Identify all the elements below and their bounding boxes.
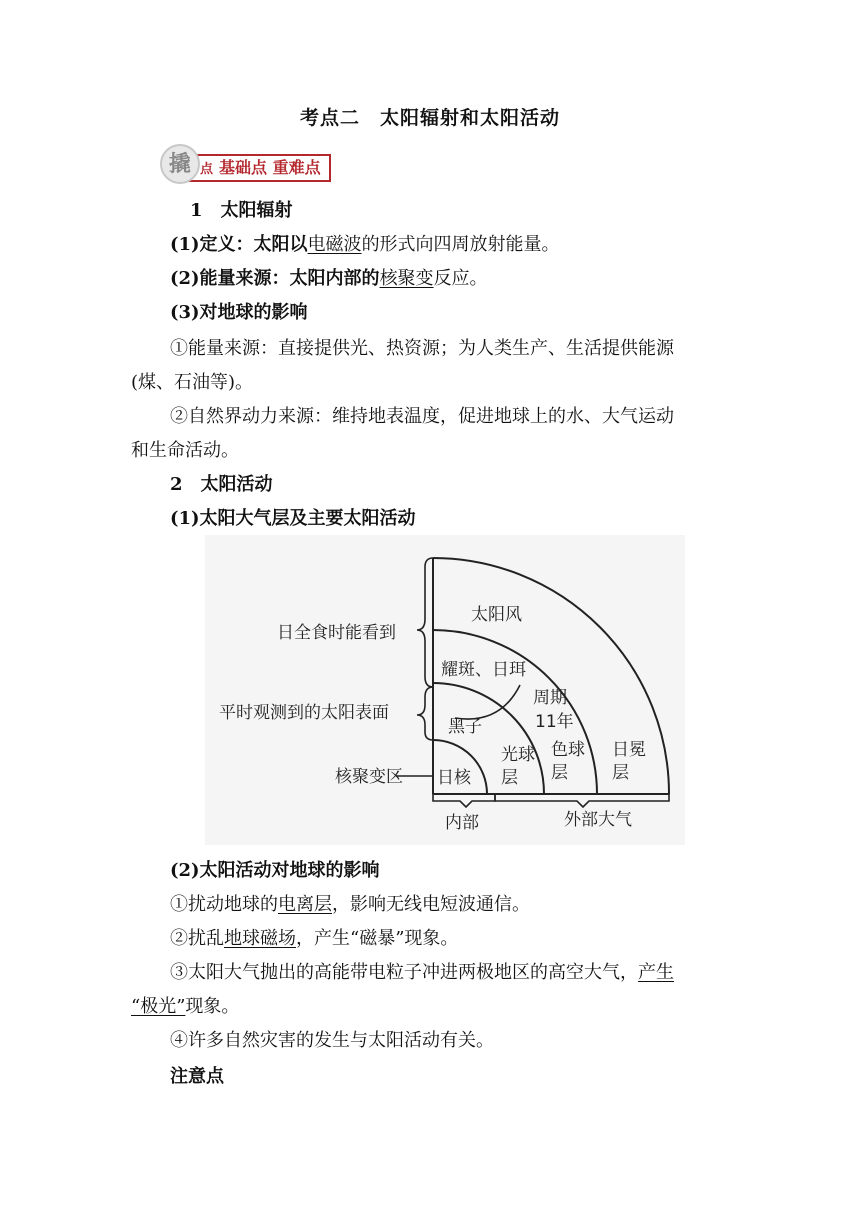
effect-magnetic bbox=[170, 926, 458, 952]
para-energy-source-underlined: 核聚变 bbox=[379, 268, 434, 289]
section-badge bbox=[158, 144, 358, 184]
label-corona-1: 日冕 bbox=[612, 740, 646, 760]
para-energy-line2: (煤、石油等)。 bbox=[131, 372, 254, 393]
effect-aurora-underlined-1: 产生 bbox=[638, 962, 674, 983]
para-energy-source-a: (2)能量来源：太阳内部的 bbox=[170, 268, 380, 289]
effect-disasters: ④许多自然灾害的发生与太阳活动有关。 bbox=[170, 1030, 494, 1051]
label-cycle-1: 周期 bbox=[533, 688, 567, 708]
effect-magnetic-a: ②扰乱 bbox=[170, 928, 224, 949]
para-definition-b: 的形式向四周放射能量。 bbox=[361, 234, 560, 255]
badge-seal-icon: 撬 bbox=[160, 144, 200, 184]
label-chromosphere-2: 层 bbox=[551, 763, 568, 783]
para-power-line1: ②自然界动力来源：维持地表温度，促进地球上的水、大气运动 bbox=[170, 406, 674, 427]
effect-ionosphere-underlined: 电离层 bbox=[278, 894, 332, 915]
label-flares: 耀斑、日珥 bbox=[441, 660, 526, 680]
badge-label: 基础点 重难点 bbox=[219, 158, 321, 177]
effect-aurora-a: ③太阳大气抛出的高能带电粒子冲进两极地区的高空大气， bbox=[170, 962, 638, 983]
effect-aurora-underlined-2: “极光” bbox=[131, 996, 186, 1017]
label-sunspots: 黑子 bbox=[448, 717, 482, 737]
para-definition bbox=[170, 232, 560, 258]
label-photosphere-2: 层 bbox=[501, 768, 518, 788]
label-eclipse: 日全食时能看到 bbox=[277, 623, 396, 643]
heading-solar-radiation: 1 太阳辐射 bbox=[190, 200, 293, 221]
page-title: 考点二 太阳辐射和太阳活动 bbox=[299, 107, 560, 129]
sun-layers-diagram bbox=[205, 535, 685, 845]
label-core: 日核 bbox=[437, 768, 471, 788]
para-energy-source bbox=[170, 266, 488, 292]
effect-aurora-line1 bbox=[170, 960, 674, 986]
label-cycle-2: 11年 bbox=[535, 712, 574, 732]
badge-label-box bbox=[184, 154, 331, 182]
note-heading: 注意点 bbox=[170, 1066, 224, 1087]
para-energy-source-b: 反应。 bbox=[433, 268, 488, 289]
heading-solar-activity: 2 太阳活动 bbox=[170, 474, 273, 495]
effect-aurora-b: 现象。 bbox=[185, 996, 240, 1017]
effect-ionosphere bbox=[170, 892, 530, 918]
effect-ionosphere-b: ，影响无线电短波通信。 bbox=[332, 894, 530, 915]
para-earth-impact-heading: (3)对地球的影响 bbox=[170, 302, 308, 323]
effect-magnetic-underlined: 地球磁场 bbox=[224, 928, 296, 949]
diagram-background bbox=[205, 535, 685, 845]
label-surface: 平时观测到的太阳表面 bbox=[219, 703, 389, 723]
effect-ionosphere-a: ①扰动地球的 bbox=[170, 894, 278, 915]
effect-aurora-line2 bbox=[131, 994, 239, 1020]
subheading-earth-effects: (2)太阳活动对地球的影响 bbox=[170, 860, 380, 881]
label-fusion: 核聚变区 bbox=[335, 767, 403, 787]
para-energy-line1: ①能量来源：直接提供光、热资源；为人类生产、生活提供能源 bbox=[170, 338, 674, 359]
label-solar-wind: 太阳风 bbox=[471, 605, 522, 625]
subheading-atmosphere: (1)太阳大气层及主要太阳活动 bbox=[170, 508, 416, 529]
label-corona-2: 层 bbox=[612, 763, 629, 783]
para-power-line2: 和生命活动。 bbox=[131, 440, 239, 461]
label-inner: 内部 bbox=[445, 813, 479, 833]
label-outer: 外部大气 bbox=[564, 810, 632, 830]
para-definition-a: (1)定义：太阳以 bbox=[170, 234, 308, 255]
label-chromosphere-1: 色球 bbox=[551, 740, 585, 760]
effect-magnetic-b: ，产生“磁暴”现象。 bbox=[296, 928, 459, 949]
label-photosphere-1: 光球 bbox=[501, 745, 535, 765]
badge-prefix: 点 bbox=[200, 162, 214, 177]
para-definition-underlined: 电磁波 bbox=[307, 234, 362, 255]
